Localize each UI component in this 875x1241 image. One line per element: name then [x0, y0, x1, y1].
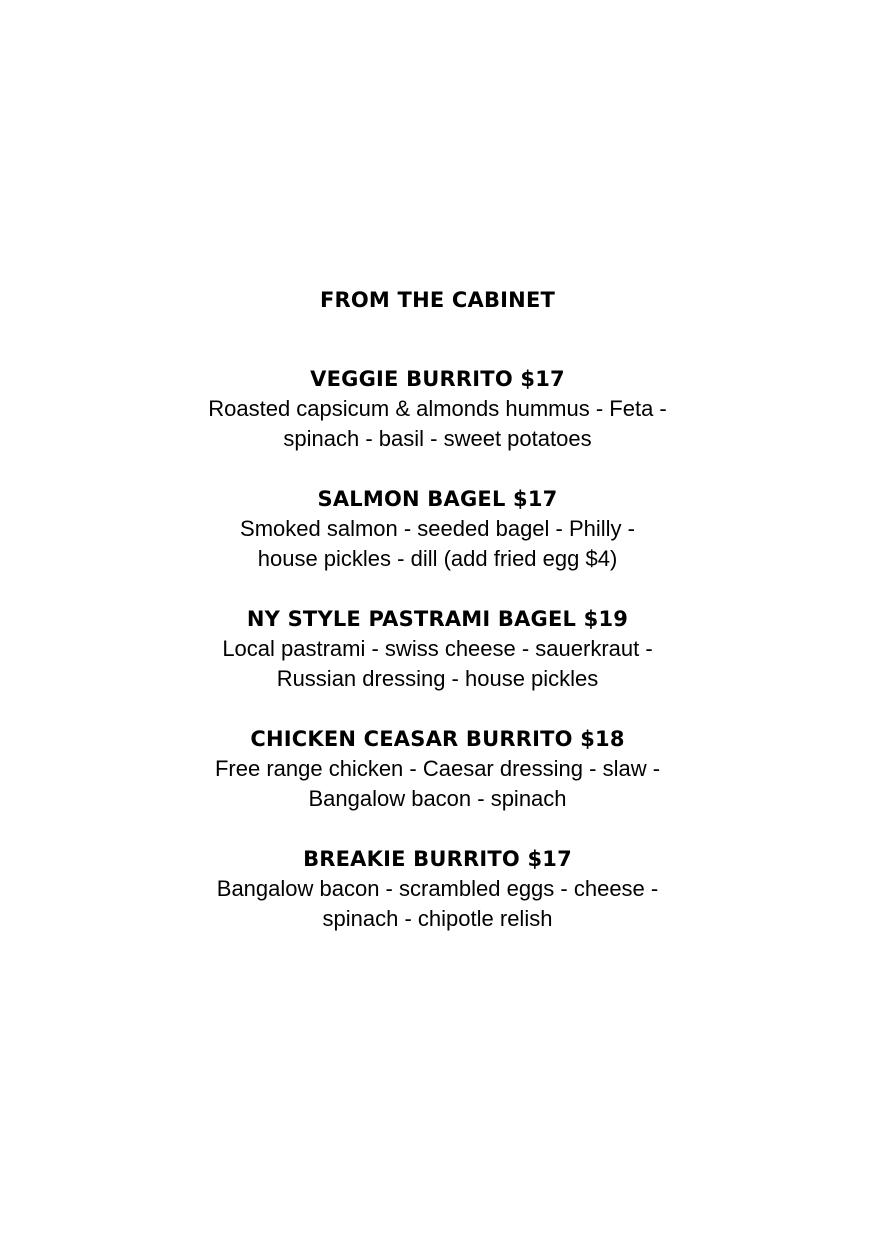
menu-item-name: CHICKEN CEASAR BURRITO $18: [250, 727, 625, 751]
menu-item: [0, 724, 875, 814]
menu-item-name: VEGGIE BURRITO $17: [310, 367, 565, 391]
menu-item-description-line: spinach - chipotle relish: [322, 906, 553, 931]
menu-item-description-line: Roasted capsicum & almonds hummus - Feta -: [208, 396, 667, 421]
menu-item-name: BREAKIE BURRITO $17: [303, 847, 572, 871]
menu-item: [0, 604, 875, 694]
section-title: FROM THE CABINET: [319, 288, 556, 312]
menu-item-description: [0, 634, 875, 694]
menu-item: [0, 844, 875, 934]
menu-item-description-line: Local pastrami - swiss cheese - sauerkraut -: [222, 636, 653, 661]
menu-item-description: [0, 874, 875, 934]
menu-items: [0, 364, 875, 934]
menu-item-description-line: Smoked salmon - seeded bagel - Philly -: [240, 516, 635, 541]
menu-item-description-line: Bangalow bacon - spinach: [308, 786, 567, 811]
menu-item-description-line: spinach - basil - sweet potatoes: [283, 426, 592, 451]
menu-item-description-line: house pickles - dill (add fried egg $4): [257, 546, 618, 571]
menu-item: [0, 484, 875, 574]
menu-item-description: [0, 394, 875, 454]
menu-item: [0, 364, 875, 454]
menu-item-name: SALMON BAGEL $17: [317, 487, 558, 511]
menu-item-description-line: Russian dressing - house pickles: [276, 666, 599, 691]
menu-item-description: [0, 514, 875, 574]
menu-item-name: NY STYLE PASTRAMI BAGEL $19: [246, 607, 629, 631]
menu-item-description: [0, 754, 875, 814]
menu-item-description-line: Bangalow bacon - scrambled eggs - cheese -: [216, 876, 659, 901]
menu-page: [0, 284, 875, 964]
menu-item-description-line: Free range chicken - Caesar dressing - slaw -: [214, 756, 661, 781]
